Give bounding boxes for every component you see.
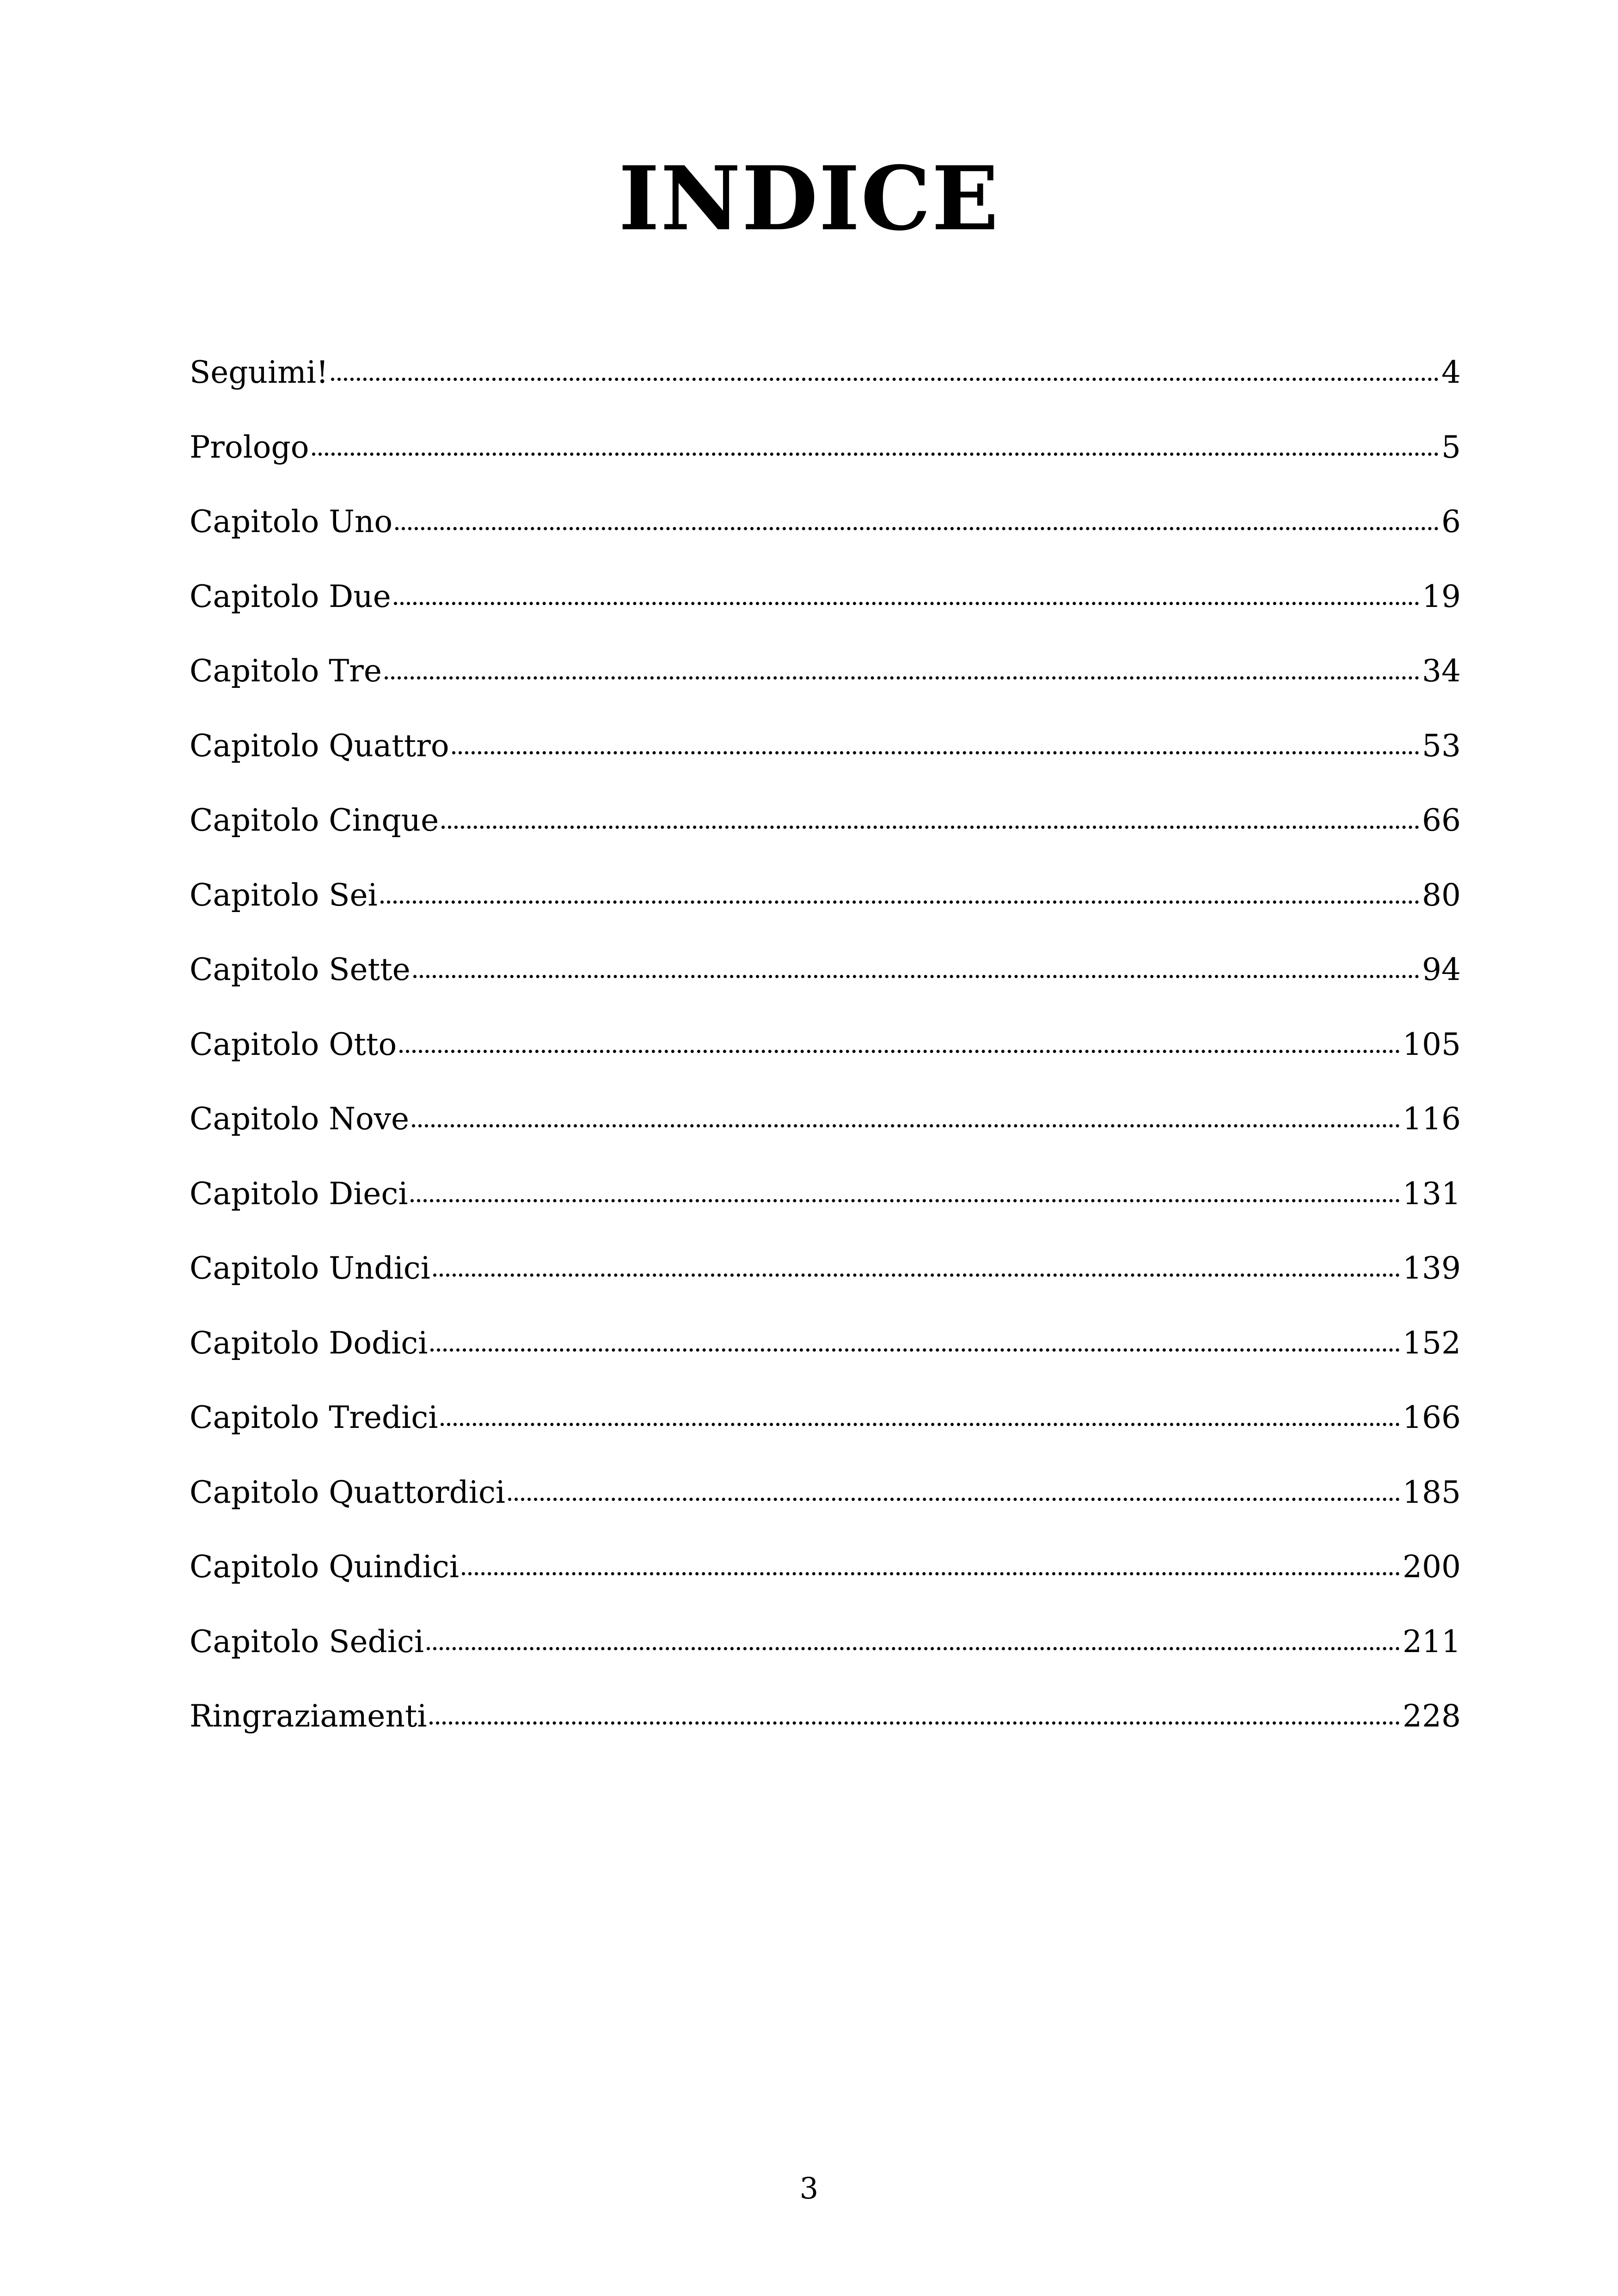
dot-leader	[385, 676, 1419, 680]
toc-entry-page: 94	[1422, 952, 1461, 987]
dot-leader	[441, 1423, 1400, 1426]
dot-leader	[312, 453, 1439, 456]
dot-leader	[413, 975, 1419, 978]
toc-entry-label: Capitolo Sette	[190, 952, 411, 987]
toc-entry-label: Ringraziamenti	[190, 1698, 427, 1734]
toc-entry-page: 166	[1403, 1400, 1461, 1435]
dot-leader	[380, 900, 1419, 904]
toc-entry[interactable]	[190, 1245, 1461, 1320]
toc-entry[interactable]	[190, 1693, 1461, 1768]
toc-entry-page: 152	[1403, 1325, 1461, 1361]
toc-entry-label: Capitolo Otto	[190, 1026, 397, 1062]
dot-leader	[462, 1572, 1400, 1575]
toc-entry-page: 211	[1403, 1623, 1461, 1659]
toc-entry-page: 66	[1422, 802, 1461, 838]
toc-entry-page: 53	[1422, 728, 1461, 764]
toc-entry[interactable]	[190, 1320, 1461, 1395]
toc-entry[interactable]	[190, 648, 1461, 723]
toc-entry[interactable]	[190, 499, 1461, 574]
toc-entry-page: 185	[1403, 1474, 1461, 1510]
toc-entry-label: Capitolo Undici	[190, 1250, 430, 1286]
dot-leader	[394, 602, 1419, 605]
toc-entry-label: Capitolo Quattro	[190, 728, 449, 764]
dot-leader	[399, 1050, 1400, 1053]
dot-leader	[508, 1498, 1400, 1501]
toc-entry[interactable]	[190, 1544, 1461, 1619]
toc-entry-page: 6	[1441, 504, 1461, 539]
dot-leader	[433, 1274, 1400, 1277]
dot-leader	[395, 527, 1439, 530]
toc-entry-page: 34	[1422, 653, 1461, 689]
toc-entry-page: 19	[1422, 578, 1461, 614]
dot-leader	[411, 1199, 1400, 1202]
toc-entry-page: 5	[1441, 429, 1461, 465]
toc-entry-label: Capitolo Sei	[190, 877, 378, 913]
toc-entry[interactable]	[190, 947, 1461, 1022]
toc-entry-label: Capitolo Due	[190, 578, 391, 614]
toc-entry-page: 139	[1403, 1250, 1461, 1286]
dot-leader	[412, 1124, 1400, 1127]
toc-entry[interactable]	[190, 872, 1461, 947]
toc-entry[interactable]	[190, 1619, 1461, 1694]
dot-leader	[427, 1647, 1400, 1650]
toc-entry[interactable]	[190, 1171, 1461, 1246]
page-title: INDICE	[618, 147, 1000, 250]
dot-leader	[331, 378, 1439, 381]
toc-entry[interactable]	[190, 723, 1461, 798]
toc-entry-label: Capitolo Tredici	[190, 1400, 438, 1435]
toc-entry-page: 200	[1403, 1549, 1461, 1585]
toc-entry[interactable]	[190, 1395, 1461, 1469]
toc-entry-label: Capitolo Dodici	[190, 1325, 428, 1361]
toc-entry-label: Capitolo Cinque	[190, 802, 439, 838]
dot-leader	[430, 1348, 1400, 1352]
dot-leader	[452, 751, 1419, 754]
toc-entry[interactable]	[190, 574, 1461, 649]
toc-entry-label: Capitolo Quindici	[190, 1549, 459, 1585]
toc-entry-label: Capitolo Quattordici	[190, 1474, 506, 1510]
toc-entry-label: Capitolo Dieci	[190, 1176, 408, 1212]
toc-entry[interactable]	[190, 1022, 1461, 1096]
dot-leader	[441, 826, 1419, 829]
toc-entry-label: Prologo	[190, 429, 309, 465]
toc-entry-label: Capitolo Uno	[190, 504, 393, 539]
dot-leader	[429, 1721, 1400, 1725]
toc-entry-page: 131	[1403, 1176, 1461, 1212]
toc-entry-page: 228	[1403, 1698, 1461, 1734]
toc-entry-page: 105	[1403, 1026, 1461, 1062]
toc-entry-label: Seguimi!	[190, 355, 329, 390]
toc-entry-page: 4	[1441, 355, 1461, 390]
page-number: 3	[799, 2172, 819, 2206]
toc-entry[interactable]	[190, 1469, 1461, 1544]
toc-entry-label: Capitolo Nove	[190, 1101, 410, 1137]
toc-entry-page: 80	[1422, 877, 1461, 913]
toc-entry-label: Capitolo Tre	[190, 653, 382, 689]
toc-entry[interactable]	[190, 1096, 1461, 1171]
toc-entry[interactable]	[190, 424, 1461, 499]
toc-entry-label: Capitolo Sedici	[190, 1623, 424, 1659]
toc-entry-page: 116	[1403, 1101, 1461, 1137]
toc-entry[interactable]	[190, 797, 1461, 872]
toc-entry[interactable]	[190, 349, 1461, 424]
table-of-contents	[190, 349, 1461, 1768]
